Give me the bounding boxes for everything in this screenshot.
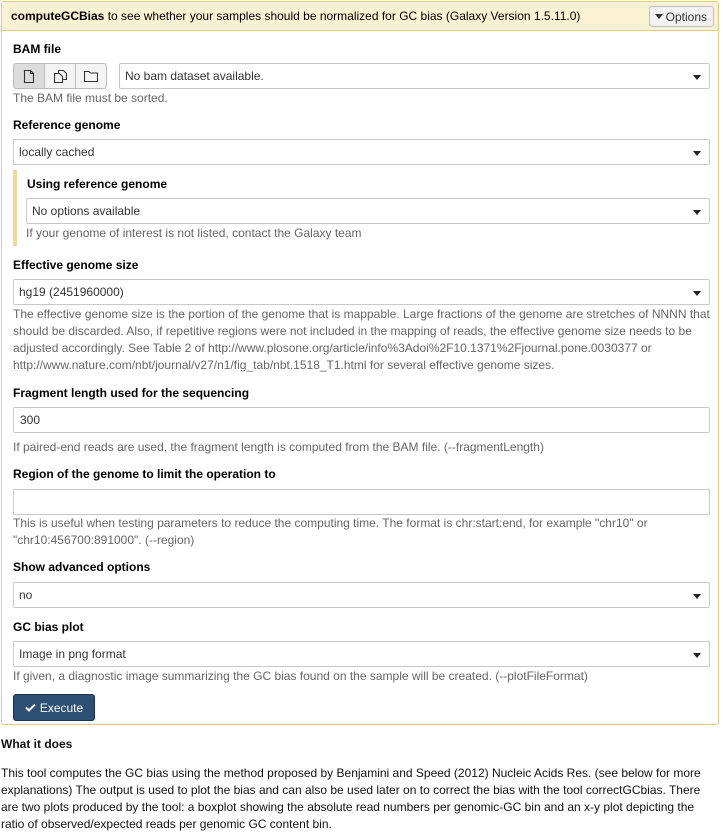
tool-name: computeGCBias (11, 9, 105, 23)
region-input[interactable] (13, 489, 710, 515)
fragment-length-input[interactable] (13, 407, 710, 433)
reference-genome-label: Reference genome (13, 118, 121, 132)
bam-file-field (13, 42, 710, 58)
reference-genome-select[interactable] (13, 139, 710, 165)
check-icon (25, 703, 36, 712)
gc-bias-plot-help: If given, a diagnostic image summarizing the GC bias found on the sample will be created. (--plotFileFormat) (13, 669, 588, 683)
advanced-options-select[interactable] (13, 582, 710, 608)
dropdown-arrow-icon (693, 291, 701, 296)
caret-down-icon (655, 14, 663, 19)
gc-bias-plot-field (13, 620, 710, 636)
tool-help-section (1, 737, 719, 833)
fragment-length-label: Fragment length used for the sequencing (13, 386, 250, 400)
reference-genome-value: locally cached (19, 145, 95, 159)
fragment-length-help: If paired-end reads are used, the fragment length is computed from the BAM file. (--fragmentLength) (13, 440, 544, 454)
advanced-options-value: no (19, 588, 33, 602)
gc-bias-plot-value: Image in png format (19, 647, 126, 661)
region-field (13, 467, 710, 483)
effective-genome-size-help: The effective genome size is the portion of the genome that is mappable. Large fractions of the genome are stretches of NNNN that should be discarded. Also, if repetitive regions were not included in the mapping of reads, the effective genome size needs to be adjusted accordingly. See Table 2 of http://www.plosone.org/article/info%3Adoi%2F10.1371%2Fjournal.pone.0030377 or http://www.nature.com/nbt/journal/v27/n1/fig_tab/nbt.1518_T1.html for several effective genome sizes. (13, 307, 710, 372)
dropdown-arrow-icon (693, 653, 701, 658)
gc-bias-plot-select[interactable] (13, 641, 710, 667)
what-it-does-text: This tool computes the GC bias using the method proposed by Benjamini and Speed (2012) Nucleic Acids Res. (see below for more explanations) The output is used to plot the bias and can also be used later on to correct the bias with the tool correctGCbias. There are two plots produced by the tool: a boxplot showing the absolute read numbers per genomic-GC bin and an x-y plot depicting the ratio of observed/expected reads per genomic GC content bin. (1, 766, 701, 831)
reference-genome-field (13, 118, 710, 134)
tool-form (1, 1, 719, 725)
bam-file-label: BAM file (13, 42, 61, 56)
tool-title (11, 9, 580, 23)
using-reference-select[interactable] (26, 198, 710, 224)
tool-description: to see whether your samples should be normalized for GC bias (Galaxy Version 1.5.11.0) (107, 9, 581, 23)
effective-genome-size-label: Effective genome size (13, 258, 139, 272)
execute-button[interactable] (13, 694, 95, 721)
fragment-length-field (13, 386, 710, 402)
dropdown-arrow-icon (693, 151, 701, 156)
options-button[interactable] (649, 6, 714, 27)
tool-header (2, 2, 718, 31)
bam-file-help: The BAM file must be sorted. (13, 91, 168, 105)
dropdown-arrow-icon (693, 75, 701, 80)
dropdown-arrow-icon (693, 210, 701, 215)
single-dataset-button[interactable] (13, 63, 45, 89)
dataset-collection-button[interactable] (75, 63, 107, 89)
options-label: Options (665, 9, 707, 24)
gc-bias-plot-label: GC bias plot (13, 620, 84, 634)
region-help: This is useful when testing parameters to reduce the computing time. The format is chr:start:end, for example "chr10" or "chr10:456700:891000". (--region) (13, 516, 648, 547)
fragment-length-value: 300 (20, 413, 41, 427)
using-reference-label: Using reference genome (27, 177, 168, 191)
folder-icon (84, 70, 98, 82)
dropdown-arrow-icon (693, 594, 701, 599)
effective-genome-size-select[interactable] (13, 279, 710, 305)
dataset-mode-buttons (13, 63, 107, 89)
using-reference-value: No options available (32, 204, 141, 218)
region-label: Region of the genome to limit the operation to (13, 467, 276, 481)
reference-genome-subsection (13, 170, 710, 246)
files-icon (54, 70, 67, 83)
bam-file-value: No bam dataset available. (125, 69, 264, 83)
effective-genome-size-field (13, 258, 710, 274)
what-it-does-heading: What it does (1, 737, 73, 751)
using-reference-help: If your genome of interest is not listed, contact the Galaxy team (26, 226, 362, 240)
bam-file-select[interactable] (119, 63, 710, 89)
advanced-options-label: Show advanced options (13, 560, 151, 574)
multiple-datasets-button[interactable] (44, 63, 76, 89)
file-icon (23, 70, 35, 83)
effective-genome-size-value: hg19 (2451960000) (19, 285, 124, 299)
advanced-options-field (13, 560, 710, 576)
execute-label: Execute (39, 700, 84, 715)
